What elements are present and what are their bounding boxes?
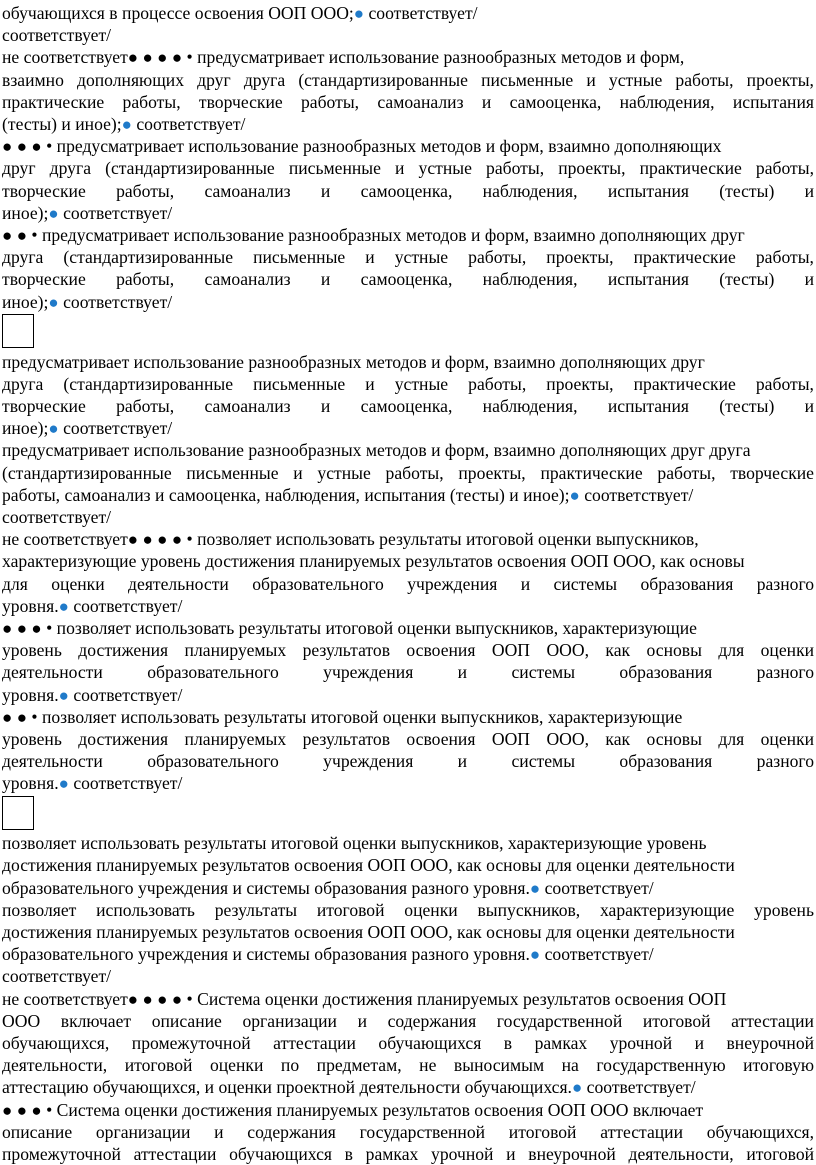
text-line: друга (стандартизированные письменные и устные работы, проекты, практические работы, [2,373,814,394]
checkbox[interactable] [2,796,34,830]
text-line: соответствует/ [2,25,112,46]
text-line: уровня.● соответствует/ [2,684,183,705]
text-line: достижения планируемых результатов освоения ООП ООО, как основы для оценки деятельности [2,922,735,943]
text-line: обучающихся в процессе освоения ООП ООО;● соответствует/ [2,3,478,23]
text-line: иное);● соответствует/ [2,202,173,223]
radio-bullet-icon: ● [121,115,132,134]
text-line: описание организации и содержания государственной итоговой аттестации обучающихся, [2,1121,814,1142]
bullet-icon: ● [31,618,42,638]
text-line: для оценки деятельности образовательного учреждения и системы образования разного [2,573,814,594]
text-line: уровня.● соответствует/ [2,773,183,794]
text-line: достижения планируемых результатов освоения ООП ООО, как основы для оценки деятельности [2,855,735,876]
radio-bullet-icon: ● [48,292,59,312]
text-line: взаимно дополняющих друг друга (стандартизированные письменные и устные работы, проекты, [2,69,814,90]
text-line: позволяет использовать результаты итоговой оценки выпускников, характеризующие уровень [2,899,814,920]
text-line: работы, самоанализ и самооценка, наблюдения, испытания (тесты) и иное);● соответствует/ [2,484,694,505]
radio-bullet-icon: ● [58,685,69,705]
text-line: творческие работы, самоанализ и самооценка, наблюдения, испытания (тесты) и [2,269,814,290]
text-line: ● ● • позволяет использовать результаты итоговой оценки выпускников, характеризующие [2,706,683,727]
bullet-icon: ● [127,530,139,550]
bullet-icon: ● [16,618,27,638]
text-line: позволяет использовать результаты итоговой оценки выпускников, характеризующие уровень [2,833,707,854]
bullet-icon: ● [2,137,13,157]
bullet-icon: ● [157,989,168,1009]
bullet-icon: ● [31,1100,42,1120]
radio-bullet-icon: ● [48,419,59,439]
text-line: друга (стандартизированные письменные и устные работы, проекты, практические работы, [2,247,814,268]
text-line: деятельности образовательного учреждения и системы образования разного [2,662,814,683]
text-line: (тесты) и иное);● соответствует/ [2,114,246,134]
text-line: практические работы, творческие работы, самоанализ и самооценка, наблюдения, испытания [2,91,814,112]
text-line: промежуточной аттестации обучающихся в рамках урочной и внеурочной деятельности, итоговой [2,1144,814,1165]
radio-bullet-icon: ● [571,1078,583,1098]
text-line: соответствует/ [2,506,112,527]
bullet-icon: ● [16,1100,27,1120]
text-line: иное);● соответствует/ [2,291,173,312]
bullet-icon: ● [142,989,153,1009]
text-line: уровень достижения планируемых результатов освоения ООП ООО, как основы для оценки [2,640,814,661]
text-line: соответствует/ [2,966,112,987]
bullet-icon: ● [2,618,13,638]
bullet-icon: ● [171,989,183,1009]
bullet-icon: ● [2,226,13,245]
text-line: не соответствует● ● ● ● • предусматривает использование разнообразных методов и форм, [2,47,685,68]
radio-bullet-icon: ● [58,596,69,616]
radio-bullet-icon: ● [48,203,59,223]
bullet-icon: ● [2,1100,13,1120]
text-line: не соответствует● ● ● ● • Система оценки достижения планируемых результатов освоения ООП [2,988,727,1009]
bullet-icon: ● [16,707,27,727]
text-line: обучающихся, промежуточной аттестации обучающихся в рамках урочной и внеурочной [2,1033,814,1054]
radio-bullet-icon: ● [529,945,541,965]
text-line: уровень достижения планируемых результатов освоения ООП ООО, как основы для оценки [2,728,814,749]
bullet-icon: ● [2,707,13,727]
bullet-icon: ● [127,48,139,68]
text-line: творческие работы, самоанализ и самооценка, наблюдения, испытания (тесты) и [2,395,814,416]
text-line: ● ● ● • позволяет использовать результаты итоговой оценки выпускников, характеризующие [2,617,697,638]
text-line: друг друга (стандартизированные письменные и устные работы, проекты, практические работы, [2,158,814,179]
bullet-icon: ● [157,530,168,550]
bullet-icon: ● [171,48,183,68]
text-line: предусматривает использование разнообразных методов и форм, взаимно дополняющих друг друга [2,440,751,461]
text-line: образовательного учреждения и системы образования разного уровня.● соответствует/ [2,877,654,898]
checkbox[interactable] [2,314,34,348]
text-line: уровня.● соответствует/ [2,595,183,616]
bullet-icon: ● [157,48,168,68]
text-line: ● ● ● • предусматривает использование разнообразных методов и форм, взаимно дополняющих [2,136,722,157]
text-line: предусматривает использование разнообразных методов и форм, взаимно дополняющих друг [2,351,705,372]
text-line: деятельности, итоговой оценки по предметам, не выносимым на государственную итоговую [2,1055,814,1076]
text-line: образовательного учреждения и системы образования разного уровня.● соответствует/ [2,944,654,965]
text-line: деятельности образовательного учреждения и системы образования разного [2,751,814,772]
bullet-icon: ● [142,530,153,550]
text-line: аттестацию обучающихся, и оценки проектной деятельности обучающихся.● соответствует/ [2,1077,696,1098]
bullet-icon: ● [171,530,183,550]
bullet-icon: ● [142,48,153,68]
bullet-icon: ● [127,989,139,1009]
radio-bullet-icon: ● [353,4,365,23]
text-line: ООО включает описание организации и содержания государственной итоговой аттестации [2,1010,814,1031]
text-line: ● ● • предусматривает использование разнообразных методов и форм, взаимно дополняющих друг [2,225,745,245]
text-line: (стандартизированные письменные и устные работы, проекты, практические работы, творческие [2,462,814,483]
text-line: иное);● соответствует/ [2,418,173,439]
bullet-icon: ● [16,137,27,157]
bullet-icon: ● [16,226,27,245]
bullet-icon: ● [31,137,42,157]
radio-bullet-icon: ● [58,774,69,794]
text-line: характеризующие уровень достижения планируемых результатов освоения ООП ООО, как основы [2,551,745,572]
radio-bullet-icon: ● [569,485,580,505]
text-line: творческие работы, самоанализ и самооценка, наблюдения, испытания (тесты) и [2,180,814,201]
text-line: ● ● ● • Система оценки достижения планируемых результатов освоения ООП ООО включает [2,1099,704,1120]
text-line: не соответствует● ● ● ● • позволяет использовать результаты итоговой оценки выпускников, [2,529,699,550]
radio-bullet-icon: ● [529,878,541,898]
